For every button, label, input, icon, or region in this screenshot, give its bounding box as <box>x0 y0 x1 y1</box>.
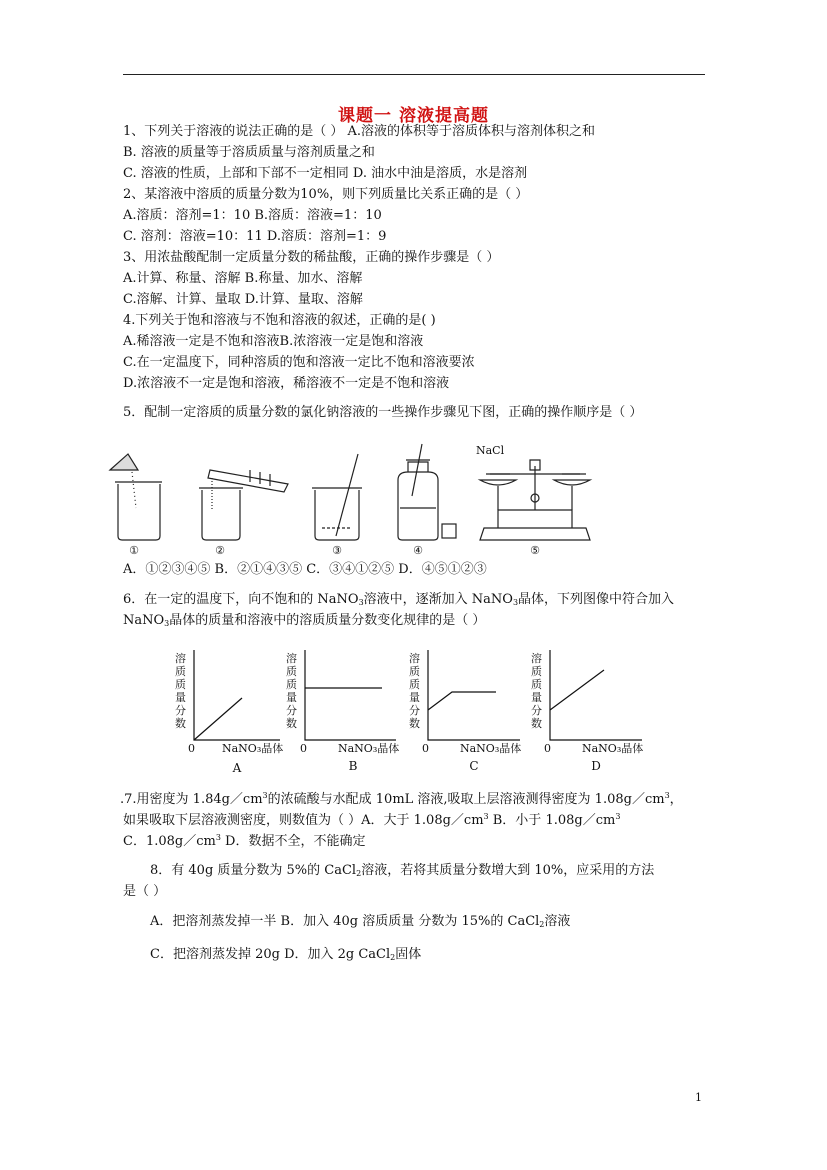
graph-c-ylabel: 数 <box>409 717 420 730</box>
superscript: 3 <box>483 812 489 821</box>
graph-a-ylabel: 数 <box>175 717 186 730</box>
graph-a-ylabel: 量 <box>175 691 186 704</box>
q2-option-ab: A.溶质：溶剂=1：10 B.溶质：溶液=1：10 <box>123 208 382 223</box>
q7-line3 <box>123 830 365 850</box>
graph-b-caption: B <box>348 759 358 773</box>
graph-d-ylabel: 质 <box>531 665 542 678</box>
q1-option-cd: C. 溶液的性质，上部和下部不一定相同 D. 油水中油是溶质，水是溶剂 <box>123 166 528 181</box>
q2-stem: 2、某溶液中溶质的质量分数为10%，则下列质量比关系正确的是（ ） <box>123 187 529 202</box>
q4-option-ab: A.稀溶液一定是不饱和溶液B.浓溶液一定是饱和溶液 <box>123 334 424 349</box>
superscript: 3 <box>262 791 268 800</box>
graph-c-ylabel: 质 <box>409 665 420 678</box>
graph-b-ylabel: 数 <box>286 717 297 730</box>
q4-stem: 4.下列关于饱和溶液与不饱和溶液的叙述，正确的是( ) <box>123 313 436 328</box>
q7-text: B．小于 1.08g／cm <box>488 813 616 828</box>
graph-c-ylabel: 溶 <box>409 652 420 665</box>
q8-text: 溶液 <box>544 914 571 929</box>
q8-line2: 是（ ） <box>123 884 167 899</box>
q8-text: 溶液，若将其质量分数增大到 10%，应采用的方法 <box>361 863 655 878</box>
cylinder-pour <box>199 470 288 540</box>
figure-label-3: ③ <box>332 544 342 557</box>
q7-text: D．数据不全，不能确定 <box>220 834 366 849</box>
q7-text: C．1.08g／cm <box>123 834 216 849</box>
graph-a-ylabel: 质 <box>175 678 186 691</box>
graph-b-xlabel: NaNO₃晶体 <box>338 742 400 755</box>
graph-a-ylabel: 分 <box>175 704 186 717</box>
q3-option-cd: C.溶解、计算、量取 D.计算、量取、溶解 <box>123 292 363 307</box>
q6-graphs <box>160 640 660 780</box>
q6-stem-text: NaNO <box>123 613 165 628</box>
graph-a-ylabel: 溶 <box>175 652 186 665</box>
graph-b-ylabel: 分 <box>286 704 297 717</box>
q6-stem-text: 溶液中，逐渐加入 NaNO <box>363 592 513 607</box>
graph-a-origin: 0 <box>188 742 195 755</box>
graph-c-ylabel: 分 <box>409 704 420 717</box>
header-rule <box>123 74 705 75</box>
graph-b-origin: 0 <box>300 742 307 755</box>
superscript: 3 <box>615 812 621 821</box>
subscript: 3 <box>164 619 170 628</box>
graph-a-ylabel: 质 <box>175 665 186 678</box>
q8-text: 固体 <box>395 947 422 962</box>
q4-option-c: C.在一定温度下，同种溶质的饱和溶液一定比不饱和溶液要浓 <box>123 355 475 370</box>
graph-b-ylabel: 质 <box>286 665 297 678</box>
beaker-stir <box>312 454 362 540</box>
subscript: 2 <box>539 920 545 929</box>
graph-c-ylabel: 量 <box>409 691 420 704</box>
subscript: 3 <box>512 598 519 607</box>
graph-b-ylabel: 溶 <box>286 652 297 665</box>
q8-text: A．把溶剂蒸发掉一半 B．加入 40g 溶质质量 分数为 15%的 CaCl <box>150 914 540 929</box>
graph-c-caption: C <box>469 759 479 773</box>
q3-option-ab: A.计算、称量、溶解 B.称量、加水、溶解 <box>123 271 363 286</box>
q4-option-d: D.浓溶液不一定是饱和溶液，稀溶液不一定是不饱和溶液 <box>123 376 450 391</box>
q5-stem: 5．配制一定溶质的质量分数的氯化钠溶液的一些操作步骤见下图，正确的操作顺序是（ ） <box>123 405 643 420</box>
page-title: 课题一 溶液提高题 <box>338 106 489 126</box>
q8-line1 <box>150 863 654 882</box>
graph-c-ylabel: 质 <box>409 678 420 691</box>
q8-text: 8．有 40g 质量分数为 5%的 CaCl <box>150 863 357 878</box>
balance <box>480 460 590 540</box>
graph-a-xlabel: NaNO₃晶体 <box>222 742 284 755</box>
q8-text: C．把溶剂蒸发掉 20g D．加入 2g CaCl <box>150 947 391 962</box>
graph-d-ylabel: 量 <box>531 691 542 704</box>
graph-c-origin: 0 <box>422 742 429 755</box>
q7-line2 <box>123 809 620 829</box>
graph-d-ylabel: 溶 <box>531 652 542 665</box>
figure-label-2: ② <box>215 544 225 557</box>
q6-stem-line1 <box>123 592 674 611</box>
superscript: 3 <box>664 791 670 800</box>
q7-text: 如果吸取下层溶液测密度，则数值为（ ）A．大于 1.08g／cm <box>123 813 484 828</box>
graph-d-caption: D <box>591 759 601 773</box>
superscript: 3 <box>215 833 221 842</box>
figure-label-4: ④ <box>413 544 423 557</box>
q6-stem-text: 6．在一定的温度下，向不饱和的 NaNO <box>123 592 359 607</box>
graph-d-ylabel: 质 <box>531 678 542 691</box>
q3-stem: 3、用浓盐酸配制一定质量分数的稀盐酸，正确的操作步骤是（ ） <box>123 250 500 265</box>
beaker-pour-solid <box>110 454 162 540</box>
reagent-bottle <box>398 444 456 540</box>
graph-b-ylabel: 量 <box>286 691 297 704</box>
q5-apparatus-figure <box>100 440 600 560</box>
q7-text: ， <box>669 792 683 807</box>
graph-d-origin: 0 <box>544 742 551 755</box>
graph-d-ylabel: 数 <box>531 717 542 730</box>
q8-option-cd <box>150 947 421 966</box>
q5-options: A．①②③④⑤ B．②①④③⑤ C．③④①②⑤ D．④⑤①②③ <box>123 562 487 577</box>
q7-text: 的浓硫酸与水配成 10mL 溶液,吸取上层溶液测得密度为 1.08g／cm <box>267 792 665 807</box>
q7-line1 <box>120 788 683 808</box>
q1-stem: 1、下列关于溶液的说法正确的是（ ） A.溶液的体积等于溶质体积与溶剂体积之和 <box>123 124 596 139</box>
page-number: 1 <box>695 1091 702 1104</box>
graph-c-xlabel: NaNO₃晶体 <box>460 742 522 755</box>
q6-stem-line2 <box>123 613 485 632</box>
q1-option-b: B. 溶液的质量等于溶质质量与溶剂质量之和 <box>123 145 375 160</box>
q6-stem-text: 晶体的质量和溶液中的溶质质量分数变化规律的是（ ） <box>169 613 486 628</box>
graph-b-ylabel: 质 <box>286 678 297 691</box>
nacl-label: NaCl <box>476 444 505 457</box>
q8-option-ab <box>150 914 570 933</box>
q6-stem-text: 晶体，下列图像中符合加入 <box>518 592 675 607</box>
graph-d-xlabel: NaNO₃晶体 <box>582 742 644 755</box>
q7-text: .7.用密度为 1.84g／cm <box>120 792 263 807</box>
graph-a-caption: A <box>232 761 242 775</box>
figure-label-5: ⑤ <box>530 544 540 557</box>
graph-d-ylabel: 分 <box>531 704 542 717</box>
subscript: 2 <box>390 953 396 962</box>
figure-label-1: ① <box>129 544 139 557</box>
q2-option-cd: C. 溶剂：溶液=10：11 D.溶质：溶剂=1：9 <box>123 229 387 244</box>
subscript: 3 <box>358 598 364 607</box>
subscript: 2 <box>356 869 362 878</box>
